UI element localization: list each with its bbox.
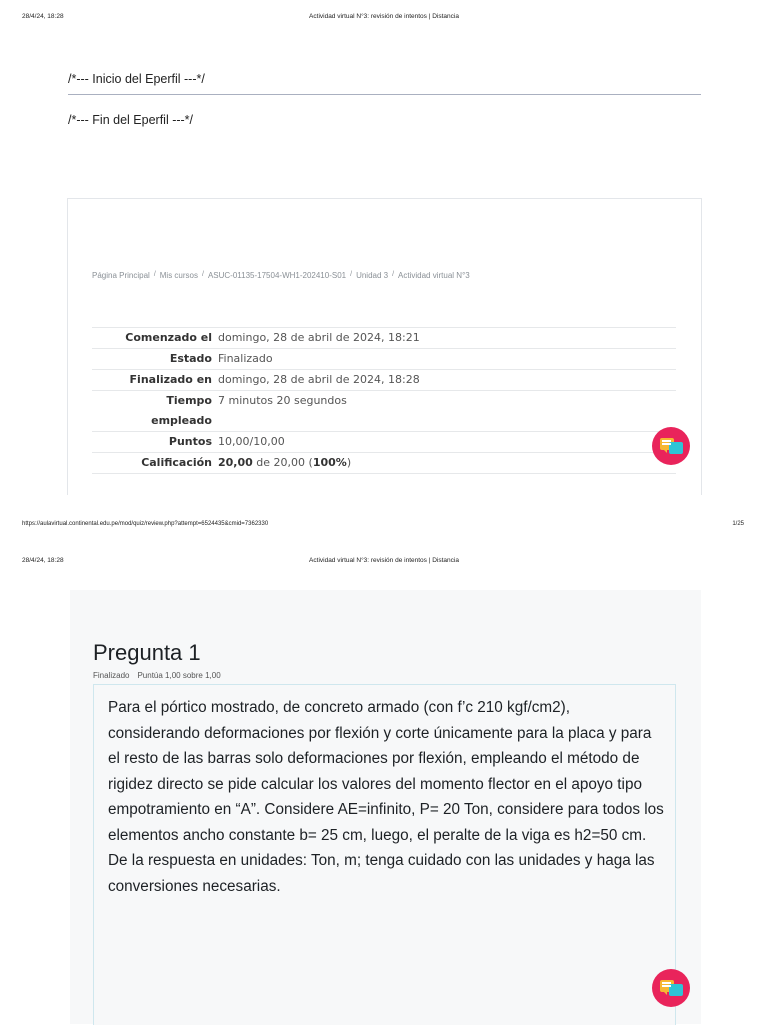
print-datetime: 28/4/24, 18:28 (22, 557, 64, 564)
chat-bubbles-icon[interactable] (652, 427, 690, 465)
time-label-line2: empleado (151, 414, 212, 427)
summary-label (92, 391, 218, 432)
summary-label: Finalizado en (129, 373, 212, 386)
grade-percent: 100% (312, 456, 347, 469)
summary-row-grade (92, 453, 676, 474)
question-text-box (93, 684, 676, 1025)
grade-close: ) (346, 456, 352, 469)
chat-bubble-tail (663, 991, 667, 995)
chat-bubble-cyan (669, 984, 683, 996)
eperfil-end: /*--- Fin del Eperfil ---*/ (68, 113, 194, 127)
summary-label: Calificación (141, 456, 212, 469)
summary-row-started (92, 328, 676, 349)
print-url: https://aulavirtual.continental.edu.pe/mod/quiz/review.php?attempt=6524435&cmid=7362330 (22, 521, 269, 527)
chat-bubbles-icon[interactable] (652, 969, 690, 1007)
question-text: Para el pórtico mostrado, de concreto armado (con f’c 210 kgf/cm2), considerando deformaciones por flexión y corte únicamente para la placa y para el resto de las barras solo deformaciones por flexión, empleando el método de rigidez directo se pide calcular los valores del momento flector en el apoyo tipo empotramiento en “A”. Considere AE=infinito, P= 20 Ton, considere para todos los elementos ancho constante b= 25 cm, luego, el peralte de la viga es h2=50 cm. De la respuesta en unidades: Ton, m; tenga cuidado con las unidades y haga las conversiones necesarias. (108, 699, 664, 895)
attempt-summary-card (67, 198, 702, 495)
summary-value: 10,00/10,00 (218, 435, 285, 448)
time-label-line1: Tiempo (166, 394, 212, 407)
print-page-title: Actividad virtual N°3: revisión de intentos | Distancia (309, 557, 459, 564)
summary-row-points (92, 432, 676, 453)
question-title: Pregunta 1 (93, 640, 201, 665)
grade-rest: de 20,00 ( (252, 456, 313, 469)
breadcrumb-course[interactable]: ASUC-01135-17504-WH1-202410-S01 (207, 271, 347, 280)
summary-value: domingo, 28 de abril de 2024, 18:21 (218, 331, 420, 344)
breadcrumb-home[interactable]: Página Principal (92, 271, 150, 280)
grade-score: 20,00 (218, 456, 253, 469)
summary-value: domingo, 28 de abril de 2024, 18:28 (218, 373, 420, 386)
print-page-title: Actividad virtual N°3: revisión de intentos | Distancia (309, 13, 459, 20)
print-datetime: 28/4/24, 18:28 (22, 13, 64, 20)
question-info (93, 671, 229, 680)
summary-value (218, 453, 676, 474)
summary-label: Puntos (168, 435, 212, 448)
summary-label: Estado (169, 352, 212, 365)
breadcrumb (92, 271, 470, 280)
chat-bubble-lines (662, 440, 671, 442)
summary-label: Comenzado el (125, 331, 212, 344)
question-status: Finalizado (93, 671, 130, 680)
chat-bubble-tail (663, 449, 667, 453)
breadcrumb-my-courses[interactable]: Mis cursos (159, 271, 198, 280)
question-card (70, 590, 701, 1024)
summary-row-finished (92, 370, 676, 391)
chat-bubble-lines (662, 982, 671, 984)
breadcrumb-separator: / (202, 271, 204, 278)
summary-row-state (92, 349, 676, 370)
question-score: Puntúa 1,00 sobre 1,00 (137, 671, 221, 680)
chat-bubble-cyan (669, 442, 683, 454)
attempt-summary-table (92, 327, 676, 474)
breadcrumb-separator: / (153, 271, 156, 278)
breadcrumb-separator: / (392, 271, 395, 278)
eperfil-start: /*--- Inicio del Eperfil ---*/ (68, 72, 205, 86)
breadcrumb-separator: / (350, 271, 353, 278)
divider (68, 94, 701, 95)
breadcrumb-activity[interactable]: Actividad virtual N°3 (398, 271, 470, 280)
print-page-number: 1/25 (732, 521, 744, 527)
breadcrumb-unit[interactable]: Unidad 3 (356, 271, 389, 280)
summary-row-time (92, 391, 676, 432)
summary-value: Finalizado (218, 352, 273, 365)
summary-value: 7 minutos 20 segundos (218, 394, 347, 407)
